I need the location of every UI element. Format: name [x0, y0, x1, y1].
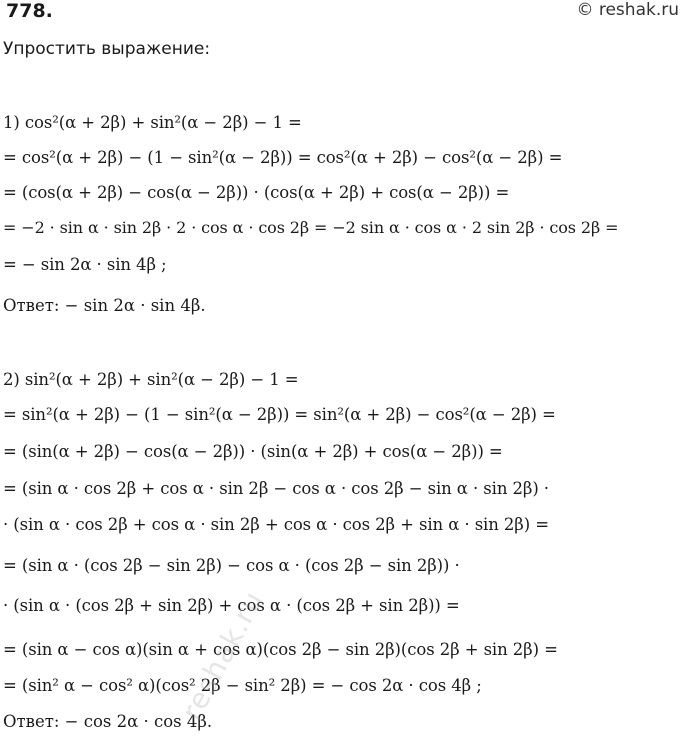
- problem-number: 778.: [6, 0, 53, 22]
- part2-line-3: = (sin(α + 2β) − cos(α − 2β)) · (sin(α + 2β) + cos(α − 2β)) =: [3, 442, 503, 461]
- site-watermark-label: © reshak.ru: [576, 0, 679, 20]
- part1-answer: Ответ: − sin 2α · sin 4β.: [3, 296, 206, 315]
- part2-line-5: · (sin α · cos 2β + cos α · sin 2β + cos α · cos 2β + sin α · sin 2β) =: [3, 515, 549, 534]
- diagonal-watermark: reshak.ru: [175, 585, 271, 726]
- part2-answer: Ответ: − cos 2α · cos 4β.: [3, 712, 213, 731]
- part2-line-9: = (sin² α − cos² α)(cos² 2β − sin² 2β) = − cos 2α · cos 4β ;: [3, 676, 482, 695]
- part1-line-4: = −2 · sin α · sin 2β · 2 · cos α · cos 2β = −2 sin α · cos α · 2 sin 2β · cos 2β =: [3, 218, 619, 237]
- part2-line-7: · (sin α · (cos 2β + sin 2β) + cos α · (cos 2β + sin 2β)) =: [3, 596, 460, 615]
- part2-line-1: 2) sin²(α + 2β) + sin²(α − 2β) − 1 =: [3, 370, 299, 389]
- part1-line-2: = cos²(α + 2β) − (1 − sin²(α − 2β)) = cos²(α + 2β) − cos²(α − 2β) =: [3, 148, 563, 167]
- part1-line-5: = − sin 2α · sin 4β ;: [3, 255, 167, 274]
- part2-line-2: = sin²(α + 2β) − (1 − sin²(α − 2β)) = sin²(α + 2β) − cos²(α − 2β) =: [3, 405, 556, 424]
- part2-line-6: = (sin α · (cos 2β − sin 2β) − cos α · (cos 2β − sin 2β)) ·: [3, 556, 460, 575]
- part2-line-8: = (sin α − cos α)(sin α + cos α)(cos 2β − sin 2β)(cos 2β + sin 2β) =: [3, 640, 558, 659]
- part1-line-3: = (cos(α + 2β) − cos(α − 2β)) · (cos(α + 2β) + cos(α − 2β)) =: [3, 183, 510, 202]
- task-statement: Упростить выражение:: [3, 39, 211, 59]
- part1-line-1: 1) cos²(α + 2β) + sin²(α − 2β) − 1 =: [3, 113, 302, 132]
- part2-line-4: = (sin α · cos 2β + cos α · sin 2β − cos α · cos 2β − sin α · sin 2β) ·: [3, 479, 549, 498]
